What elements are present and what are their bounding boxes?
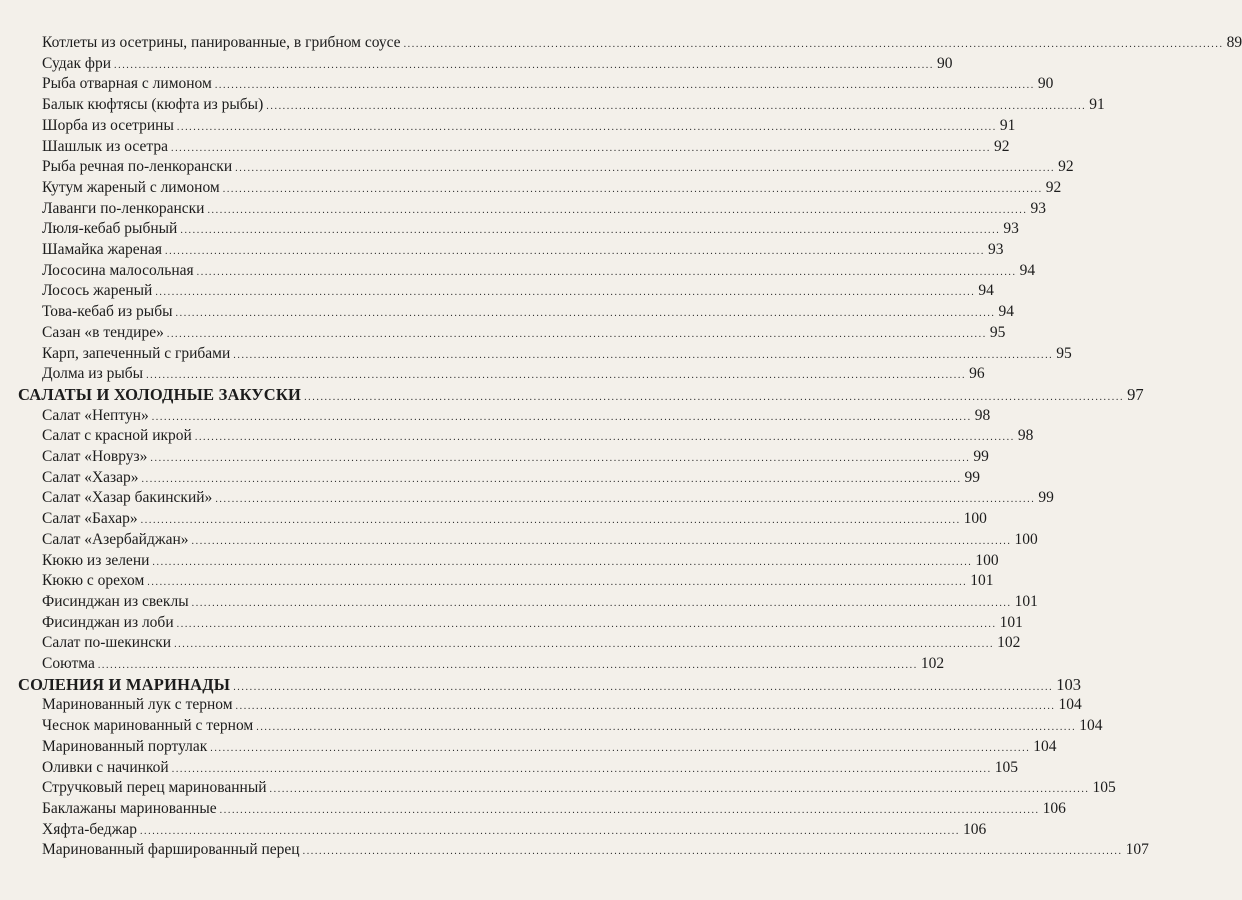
dot-leader: ........................................................................................................................................................................................................ <box>180 225 1001 237</box>
dot-leader: ........................................................................................................................................................................................................ <box>150 453 971 464</box>
toc-page-number: 93 <box>987 241 1004 258</box>
toc-page-number: 101 <box>970 572 994 590</box>
dot-leader: ........................................................................................................................................................................................................ <box>196 266 1017 278</box>
dot-leader: ........................................................................................................................................................................................................ <box>235 163 1056 175</box>
toc-entry <box>42 260 1036 281</box>
toc-page-number: 95 <box>989 323 1006 341</box>
dot-leader: ........................................................................................................................................................................................................ <box>302 846 1123 858</box>
toc-page-number: 102 <box>997 634 1021 652</box>
toc-entry-title: Стручковый перец маринованный <box>42 779 267 797</box>
toc-page-number: 104 <box>1079 717 1103 735</box>
toc-page-number: 100 <box>1014 530 1038 548</box>
toc-entry-title: Оливки с начинкой <box>42 758 169 776</box>
toc-page-number: 104 <box>1033 737 1057 755</box>
toc-entry <box>42 839 1149 860</box>
toc-entry-title: Салат «Нептун» <box>42 406 149 424</box>
dot-leader: ........................................................................................................................................................................................................ <box>139 825 960 837</box>
toc-entry-title: Маринованный фаршированный перец <box>42 841 300 859</box>
toc-entry <box>42 425 1034 446</box>
toc-entry-title: Балык кюфтясы (кюфта из рыбы) <box>42 96 264 114</box>
toc-page-number: 106 <box>962 820 987 838</box>
dot-leader: ........................................................................................................................................................................................................ <box>171 763 992 775</box>
toc-entry-title: Люля-кебаб рыбный <box>42 220 178 238</box>
dot-leader: ........................................................................................................................................................................................................ <box>166 328 987 340</box>
toc-entry-title: Фисинджан из лоби <box>42 613 174 631</box>
toc-entry-title: Сазан «в тендире» <box>42 323 164 341</box>
toc-page-number: 94 <box>998 303 1015 321</box>
dot-leader: ........................................................................................................................................................................................................ <box>176 618 997 630</box>
toc-entry <box>42 218 1019 239</box>
dot-leader: ........................................................................................................................................................................................................ <box>269 784 1090 796</box>
toc-page-number: 92 <box>993 137 1010 155</box>
toc-entry-title: Фисинджан из свеклы <box>42 592 189 610</box>
toc-entry <box>42 280 994 301</box>
toc-entry <box>42 405 991 426</box>
toc-entry-title: Котлеты из осетрины, панированные, в грибном соусе <box>42 34 401 51</box>
toc-entry-title: Салат «Новруз» <box>42 448 148 465</box>
dot-leader: ........................................................................................................................................................................................................ <box>266 101 1087 113</box>
toc-entry-title: Салат «Азербайджан» <box>42 530 189 548</box>
toc-entry <box>42 570 994 591</box>
dot-leader: ........................................................................................................................................................................................................ <box>147 577 968 589</box>
toc-entry-title: Салат с красной икрой <box>42 427 192 445</box>
toc-page-number: 94 <box>978 282 994 300</box>
toc-page-number: 99 <box>973 448 989 465</box>
toc-page-number: 89 <box>1226 34 1242 51</box>
toc-entry <box>42 363 985 384</box>
toc-page-number: 91 <box>999 116 1016 134</box>
toc-entry <box>42 156 1074 177</box>
toc-entry <box>42 529 1038 550</box>
toc-page-number: 100 <box>963 510 987 528</box>
toc-entry-title: Баклажаны маринованные <box>42 799 217 817</box>
dot-leader: ........................................................................................................................................................................................................ <box>194 432 1015 444</box>
toc-entry-title: Салат «Хазар бакинский» <box>42 489 213 507</box>
toc-entry-title: Салат «Хазар» <box>42 468 139 486</box>
dot-leader: ........................................................................................................................................................................................................ <box>152 556 973 568</box>
toc-entry <box>42 239 1004 260</box>
toc-entry <box>42 736 1057 757</box>
toc-entry-title: Шашлык из осетра <box>42 137 168 155</box>
toc-entry <box>42 715 1103 736</box>
toc-entry <box>42 32 1242 53</box>
dot-leader: ........................................................................................................................................................................................................ <box>164 246 985 257</box>
toc-page-number: 96 <box>969 365 985 383</box>
toc-entry <box>42 612 1023 633</box>
dot-leader: ........................................................................................................................................................................................................ <box>175 308 996 320</box>
toc-entry <box>42 777 1116 798</box>
toc-page-number: 93 <box>1003 220 1019 238</box>
toc-page-number: 104 <box>1058 696 1082 714</box>
toc-entry-title: Шорба из осетрины <box>42 116 174 134</box>
toc-entry-title: Рыба речная по-ленкорански <box>42 158 233 176</box>
toc-page-number: 105 <box>1092 779 1116 797</box>
toc-entry <box>42 653 945 674</box>
dot-leader: ........................................................................................................................................................................................................ <box>256 722 1077 734</box>
toc-entry-title: Маринованный лук с терном <box>42 696 233 714</box>
toc-entry-title: Судак фри <box>42 54 111 72</box>
toc-entry-title: Чеснок маринованный с терном <box>42 717 254 735</box>
dot-leader: ........................................................................................................................................................................................................ <box>210 742 1031 754</box>
dot-leader: ........................................................................................................................................................................................................ <box>222 183 1043 195</box>
toc-entry <box>42 177 1062 198</box>
toc-entry-title: Маринованный портулак <box>42 737 208 755</box>
dot-leader: ........................................................................................................................................................................................................ <box>146 370 967 382</box>
toc-entry-title: Салат «Бахар» <box>42 510 138 528</box>
toc-page-number: 99 <box>964 468 981 486</box>
dot-leader: ........................................................................................................................................................................................................ <box>235 701 1056 713</box>
toc-page-number: 98 <box>974 406 991 424</box>
toc-entry <box>42 467 981 488</box>
toc-page-number: 90 <box>1037 75 1054 93</box>
toc-entry-title: САЛАТЫ И ХОЛОДНЫЕ ЗАКУСКИ <box>18 384 302 404</box>
toc-page-number: 92 <box>1045 178 1062 196</box>
toc-page-number: 90 <box>937 54 953 72</box>
toc-page-number: 97 <box>1127 384 1144 404</box>
dot-leader: ........................................................................................................................................................................................................ <box>233 681 1054 693</box>
toc-entry <box>42 322 1006 343</box>
toc-page-number: 106 <box>1042 799 1066 817</box>
toc-entry-title: Карп, запеченный с грибами <box>42 344 231 362</box>
dot-leader: ........................................................................................................................................................................................................ <box>403 39 1224 50</box>
toc-entry <box>42 136 1010 157</box>
toc-entry <box>42 115 1016 136</box>
toc-entry <box>42 757 1018 778</box>
toc-entry <box>42 343 1072 364</box>
toc-entry <box>42 508 987 529</box>
dot-leader: ........................................................................................................................................................................................................ <box>304 391 1125 403</box>
dot-leader: ........................................................................................................................................................................................................ <box>191 535 1012 547</box>
toc-entry <box>42 819 987 840</box>
toc-page-number: 95 <box>1056 344 1072 362</box>
toc-entry-title: Това-кебаб из рыбы <box>42 303 173 321</box>
dot-leader: ........................................................................................................................................................................................................ <box>97 660 918 671</box>
toc-entry <box>42 94 1105 115</box>
toc-page-number: 99 <box>1038 489 1054 507</box>
toc-entry-title: Соютма <box>42 655 95 672</box>
toc-entry <box>42 591 1038 612</box>
dot-leader: ........................................................................................................................................................................................................ <box>174 639 995 651</box>
toc-page-number: 91 <box>1089 96 1105 114</box>
toc-section-heading <box>18 384 1144 405</box>
toc-section-heading <box>18 674 1081 695</box>
toc-page-number: 103 <box>1056 674 1081 694</box>
dot-leader: ........................................................................................................................................................................................................ <box>176 121 997 133</box>
toc-page-number: 107 <box>1125 841 1149 859</box>
toc-page-number: 105 <box>994 758 1018 776</box>
toc-entry-title: Долма из рыбы <box>42 365 144 383</box>
toc-entry <box>42 446 989 467</box>
toc-entry-title: СОЛЕНИЯ И МАРИНАДЫ <box>18 674 231 694</box>
toc-page-number: 100 <box>975 551 999 569</box>
toc-entry <box>42 487 1054 508</box>
toc-entry <box>42 550 999 571</box>
toc-entry <box>42 73 1054 94</box>
toc-page-number: 93 <box>1030 199 1046 217</box>
toc-entry-title: Лосось жареный <box>42 282 153 300</box>
toc-entry-title: Лаванги по-ленкорански <box>42 199 205 217</box>
toc-entry <box>42 301 1015 322</box>
toc-entry-title: Лососина малосольная <box>42 261 194 279</box>
dot-leader: ........................................................................................................................................................................................................ <box>191 597 1012 609</box>
toc-entry <box>42 798 1066 819</box>
dot-leader: ........................................................................................................................................................................................................ <box>170 142 991 154</box>
toc-page-number: 102 <box>920 655 945 672</box>
toc-entry-title: Кюкю с орехом <box>42 572 145 590</box>
dot-leader: ........................................................................................................................................................................................................ <box>151 411 972 423</box>
dot-leader: ........................................................................................................................................................................................................ <box>141 473 962 485</box>
toc-entry-title: Хяфта-беджар <box>42 820 137 838</box>
dot-leader: ........................................................................................................................................................................................................ <box>155 287 976 299</box>
toc-entry-title: Рыба отварная с лимоном <box>42 75 212 93</box>
toc-page-number: 101 <box>1014 592 1038 610</box>
toc-entry-title: Кутум жареный с лимоном <box>42 178 220 196</box>
dot-leader: ........................................................................................................................................................................................................ <box>207 204 1028 216</box>
dot-leader: ........................................................................................................................................................................................................ <box>140 515 961 527</box>
dot-leader: ........................................................................................................................................................................................................ <box>219 804 1040 816</box>
toc-entry <box>42 694 1082 715</box>
toc-page-number: 94 <box>1019 261 1036 279</box>
dot-leader: ........................................................................................................................................................................................................ <box>214 80 1035 92</box>
toc-entry-title: Шамайка жареная <box>42 241 162 258</box>
toc-entry <box>42 53 953 74</box>
toc-entry-title: Кюкю из зелени <box>42 551 150 569</box>
dot-leader: ........................................................................................................................................................................................................ <box>233 349 1054 361</box>
toc-entry <box>42 632 1021 653</box>
toc-page-number: 101 <box>999 613 1023 631</box>
dot-leader: ........................................................................................................................................................................................................ <box>114 59 934 71</box>
toc-entry-title: Салат по-шекински <box>42 634 172 652</box>
dot-leader: ........................................................................................................................................................................................................ <box>215 494 1036 506</box>
toc-page-number: 92 <box>1058 158 1074 176</box>
toc-page-number: 98 <box>1017 427 1034 445</box>
toc-entry <box>42 198 1046 219</box>
